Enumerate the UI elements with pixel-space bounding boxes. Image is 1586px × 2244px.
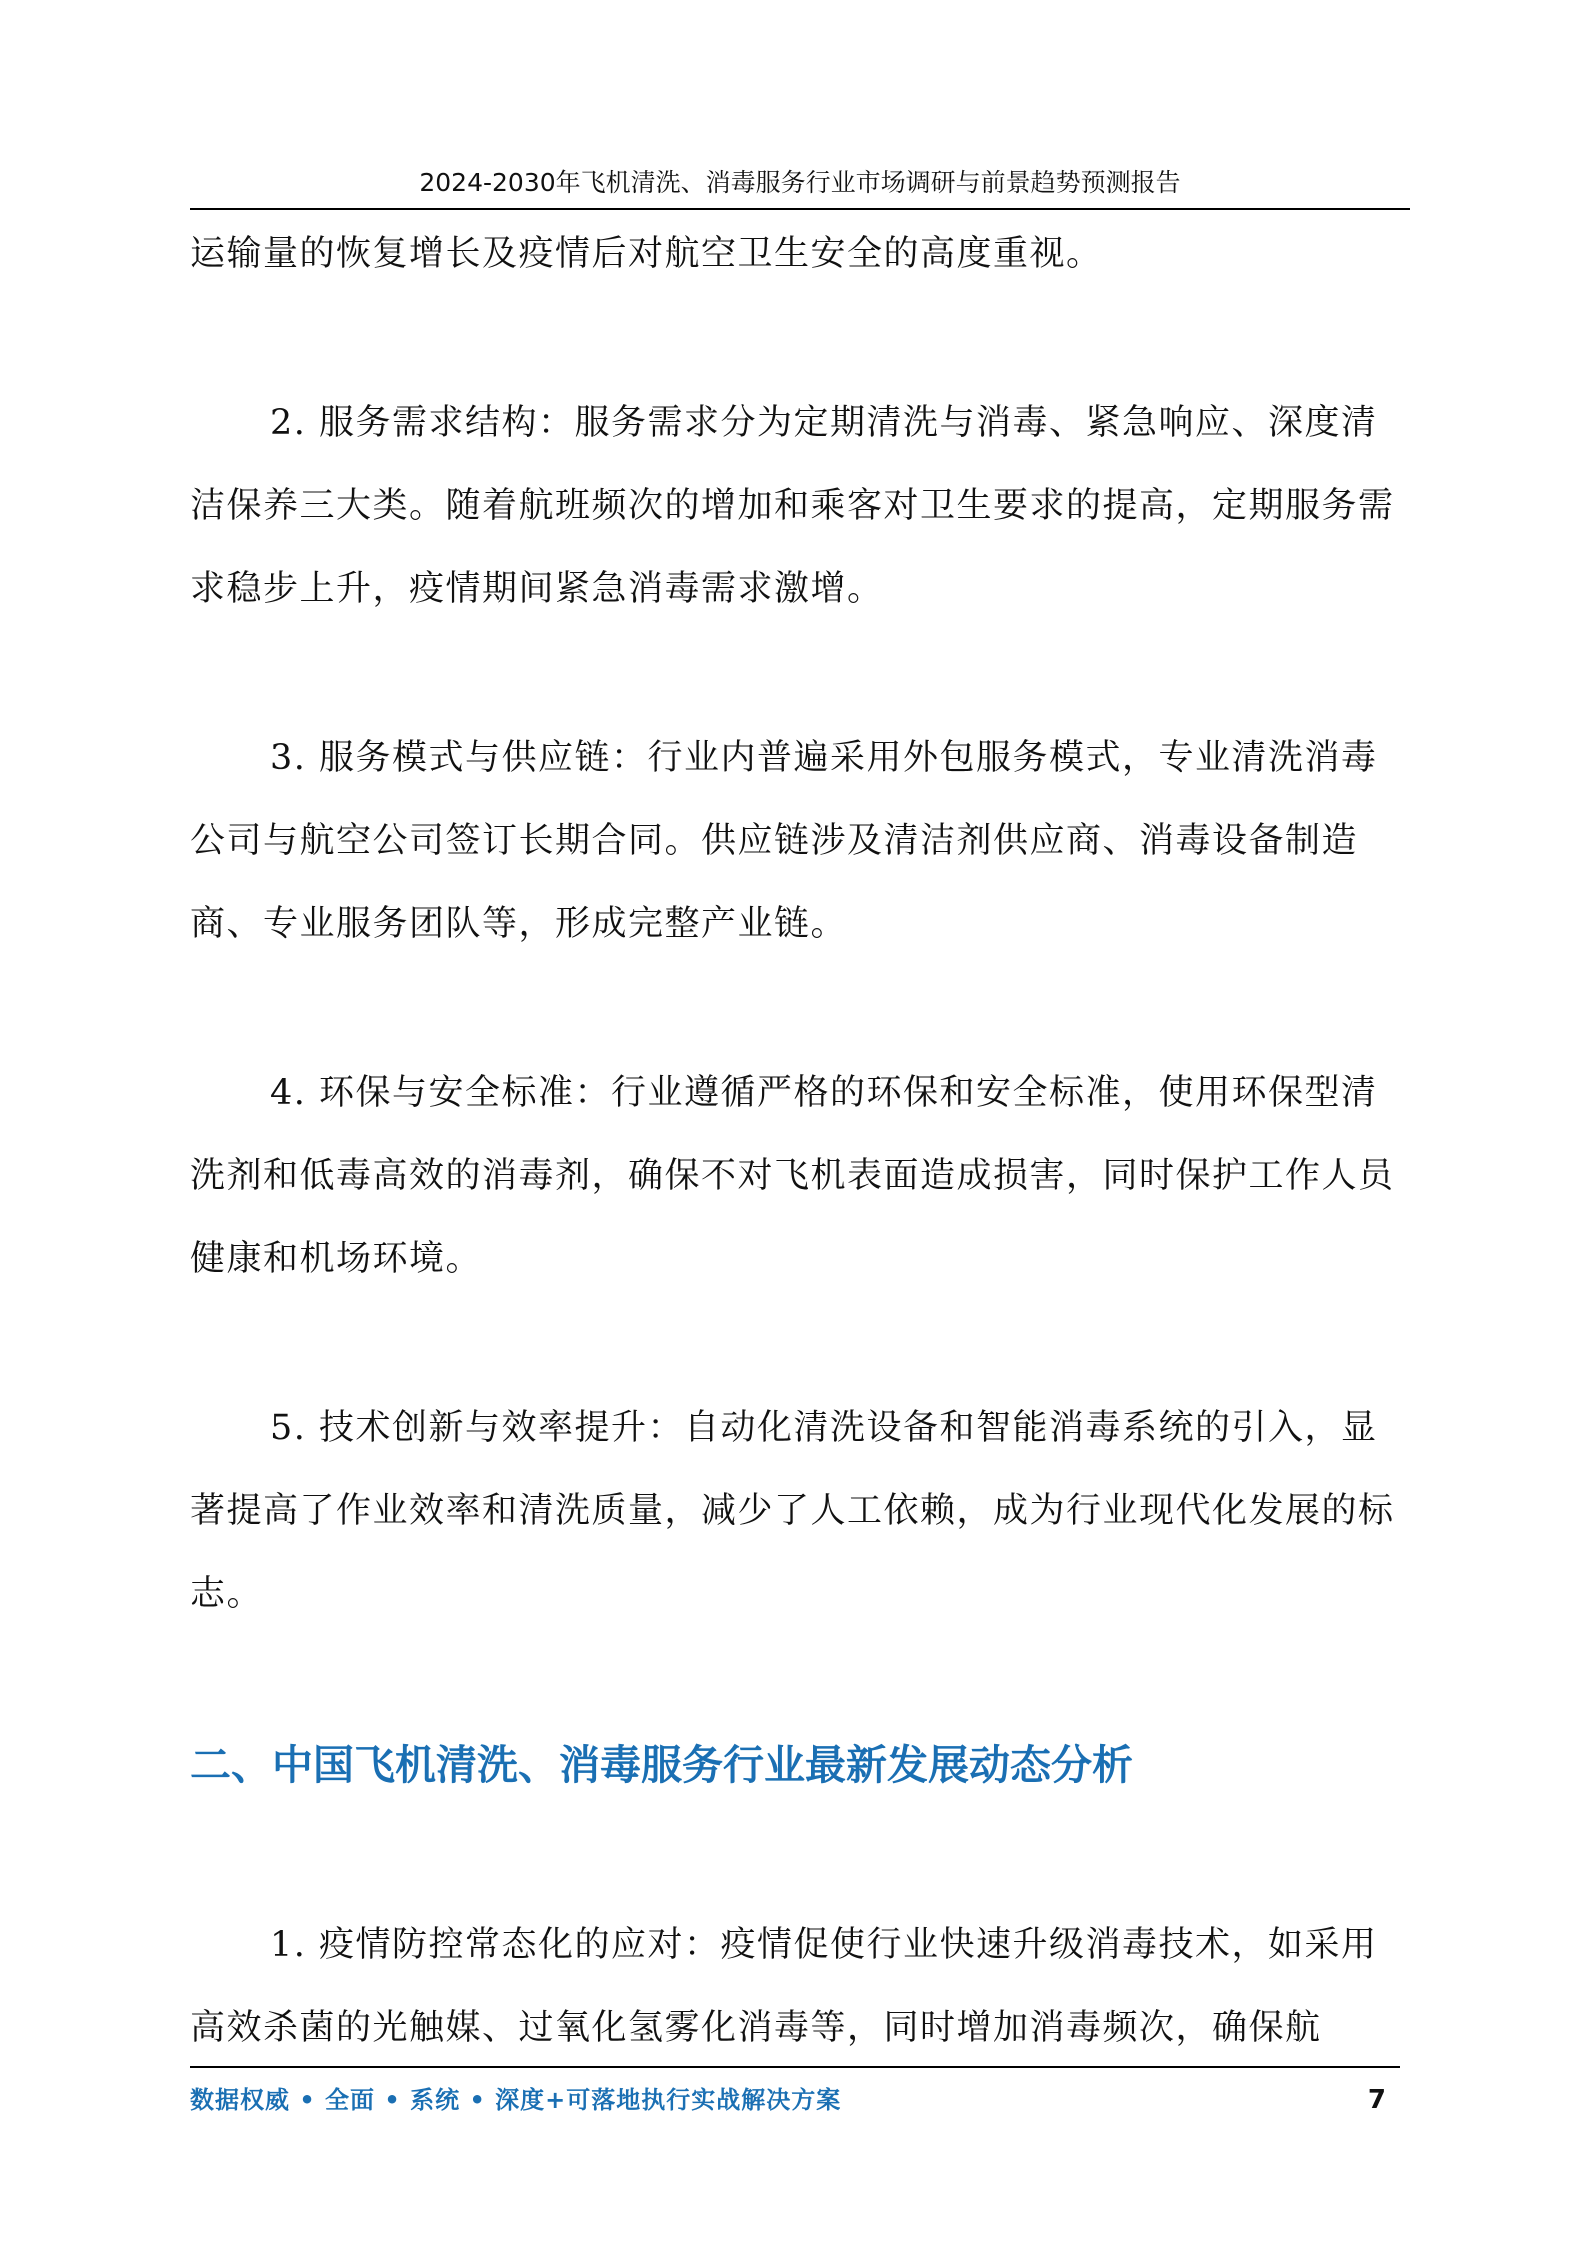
footer-slogan: 数据权威 • 全面 • 系统 • 深度+可落地执行实战解决方案 [190, 2086, 842, 2114]
paragraph-environment-safety: 4. 环保与安全标准：行业遵循严格的环保和安全标准，使用环保型清洗剂和低毒高效的消毒剂，确保不对飞机表面造成损害，同时保护工作人员健康和机场环境。 [190, 1073, 1395, 1279]
page-number: 7 [1367, 2085, 1386, 2115]
continuation-paragraph: 运输量的恢复增长及疫情后对航空卫生安全的高度重视。 [190, 234, 1103, 274]
section-heading: 二、中国飞机清洗、消毒服务行业最新发展动态分析 [190, 1741, 1133, 1789]
report-header-title: 2024-2030年飞机清洗、消毒服务行业市场调研与前景趋势预测报告 [419, 168, 1181, 197]
paragraph-tech-innovation: 5. 技术创新与效率提升：自动化清洗设备和智能消毒系统的引入，显著提高了作业效率和清洗质量，减少了人工依赖，成为行业现代化发展的标志。 [190, 1408, 1395, 1614]
paragraph-service-demand: 2. 服务需求结构：服务需求分为定期清洗与消毒、紧急响应、深度清洁保养三大类。随着航班频次的增加和乘客对卫生要求的提高，定期服务需求稳步上升，疫情期间紧急消毒需求激增。 [190, 403, 1395, 609]
footer-divider [190, 2066, 1400, 2068]
paragraph-service-model: 3. 服务模式与供应链：行业内普遍采用外包服务模式，专业清洗消毒公司与航空公司签订长期合同。供应链涉及清洁剂供应商、消毒设备制造商、专业服务团队等，形成完整产业链。 [190, 738, 1378, 944]
header-divider [190, 208, 1410, 210]
paragraph-epidemic-response: 1. 疫情防控常态化的应对：疫情促使行业快速升级消毒技术，如采用高效杀菌的光触媒、过氧化氢雾化消毒等，同时增加消毒频次，确保航 [190, 1925, 1378, 2048]
